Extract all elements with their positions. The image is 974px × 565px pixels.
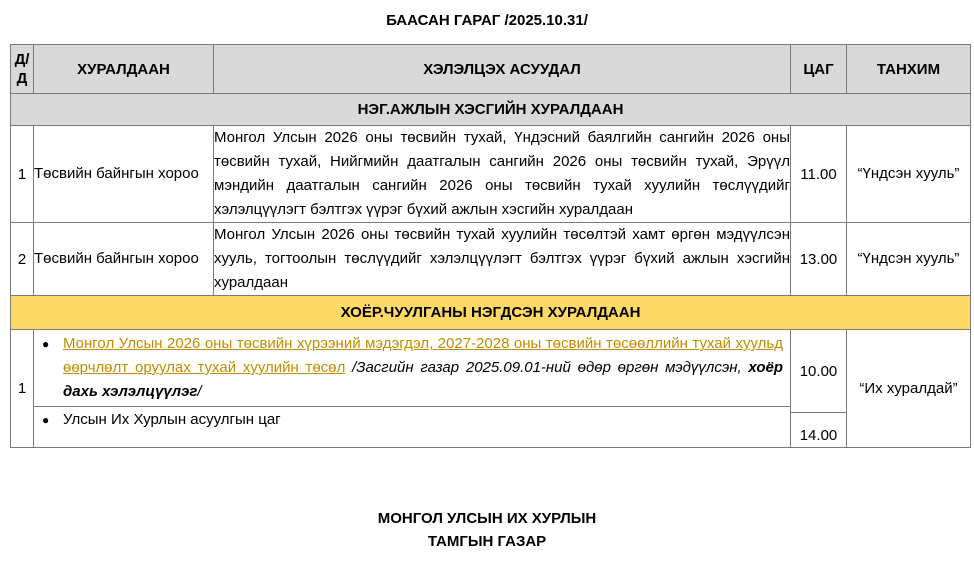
- table-row: [11, 330, 971, 413]
- meeting-time: 10.00: [791, 330, 847, 413]
- plenary-item-text: Монгол Улсын 2026 оны төсвийн хүрээний мэдэгдэл, 2027-2028 оны төсвийн төсөөллийн тухай хуульд өөрчлөлт оруулах тухай хуулийн төсөл /Засгийн газар 2025.09.01-ний өдөр өргөн мэдүүлсэн, хоёр дахь хэлэлцүүлэг/: [63, 335, 783, 400]
- meeting-name: Төсвийн байнгын хороо: [34, 223, 214, 296]
- table-row: [11, 223, 971, 296]
- bullet-icon: ●: [42, 413, 50, 427]
- section-heading-row: [11, 94, 971, 126]
- meeting-room: “Үндсэн хууль”: [847, 223, 971, 296]
- bill-link[interactable]: Монгол Улсын 2026 оны төсвийн хүрээний мэдэгдэл, 2027-2028 оны төсвийн төсөөллийн тухай хуульд өөрчлөлт оруулах тухай хуулийн төсөл: [63, 335, 783, 376]
- table-row: [11, 126, 971, 223]
- section-title-working-group: НЭГ.АЖЛЫН ХЭСГИЙН ХУРАЛДААН: [11, 94, 971, 126]
- meeting-time: 14.00: [791, 413, 847, 448]
- header-num: Д/ Д: [11, 45, 34, 94]
- meeting-time: 11.00: [791, 126, 847, 223]
- agenda-topic: Монгол Улсын 2026 оны төсвийн тухай хуулийн төсөлтэй хамт өргөн мэдүүлсэн хууль, тогтоолын төслүүдийг хэлэлцүүлэгт бэлтгэх үүрэг бүхий ажлын хэсгийн хуралдаан: [214, 223, 791, 296]
- document-title: БААСАН ГАРАГ /2025.10.31/: [386, 12, 588, 29]
- plenary-item-text: Улсын Их Хурлын асуулгын цаг: [63, 411, 281, 428]
- bullet-icon: ●: [42, 337, 50, 351]
- meeting-name: Төсвийн байнгын хороо: [34, 126, 214, 223]
- footer-line-1: МОНГОЛ УЛСЫН ИХ ХУРЛЫН: [377, 510, 597, 527]
- footer-signature: [0, 507, 974, 553]
- header-topic: ХЭЛЭЛЦЭХ АСУУДАЛ: [214, 45, 791, 94]
- row-number: 2: [11, 223, 34, 296]
- reading-stage: хоёр дахь хэлэлцүүлэг: [63, 359, 783, 400]
- footer-line-2: ТАМГЫН ГАЗАР: [427, 533, 547, 550]
- header-row: [11, 45, 971, 94]
- plenary-items: [34, 330, 791, 448]
- agenda-table: [10, 44, 971, 448]
- agenda-topic: Монгол Улсын 2026 оны төсвийн тухай, Үндэсний баялгийн сангийн 2026 оны төсвийн тухай, Нийгмийн даатгалын сангийн 2026 оны төсвийн тухай, Эрүүл мэндийн даатгалын сангийн 2026 оны төсвийн тухай хуулийн төслүүдийг хэлэлцүүлэгт бэлтгэх үүрэг бүхий ажлын хэсгийн хуралдаан: [214, 126, 791, 223]
- meeting-room: “Үндсэн хууль”: [847, 126, 971, 223]
- section-heading-row: [11, 296, 971, 330]
- list-item: [34, 330, 790, 407]
- row-number: 1: [11, 330, 34, 448]
- header-meeting: ХУРАЛДААН: [34, 45, 214, 94]
- bill-note: /Засгийн газар 2025.09.01-ний өдөр өргөн мэдүүлсэн,: [345, 359, 749, 376]
- meeting-time: 13.00: [791, 223, 847, 296]
- list-item: [34, 407, 790, 440]
- header-room: ТАНХИМ: [847, 45, 971, 94]
- meeting-room: “Их хуралдай”: [847, 330, 971, 448]
- row-number: 1: [11, 126, 34, 223]
- section-title-plenary: ХОЁР.ЧУУЛГАНЫ НЭГДСЭН ХУРАЛДААН: [11, 296, 971, 330]
- header-time: ЦАГ: [791, 45, 847, 94]
